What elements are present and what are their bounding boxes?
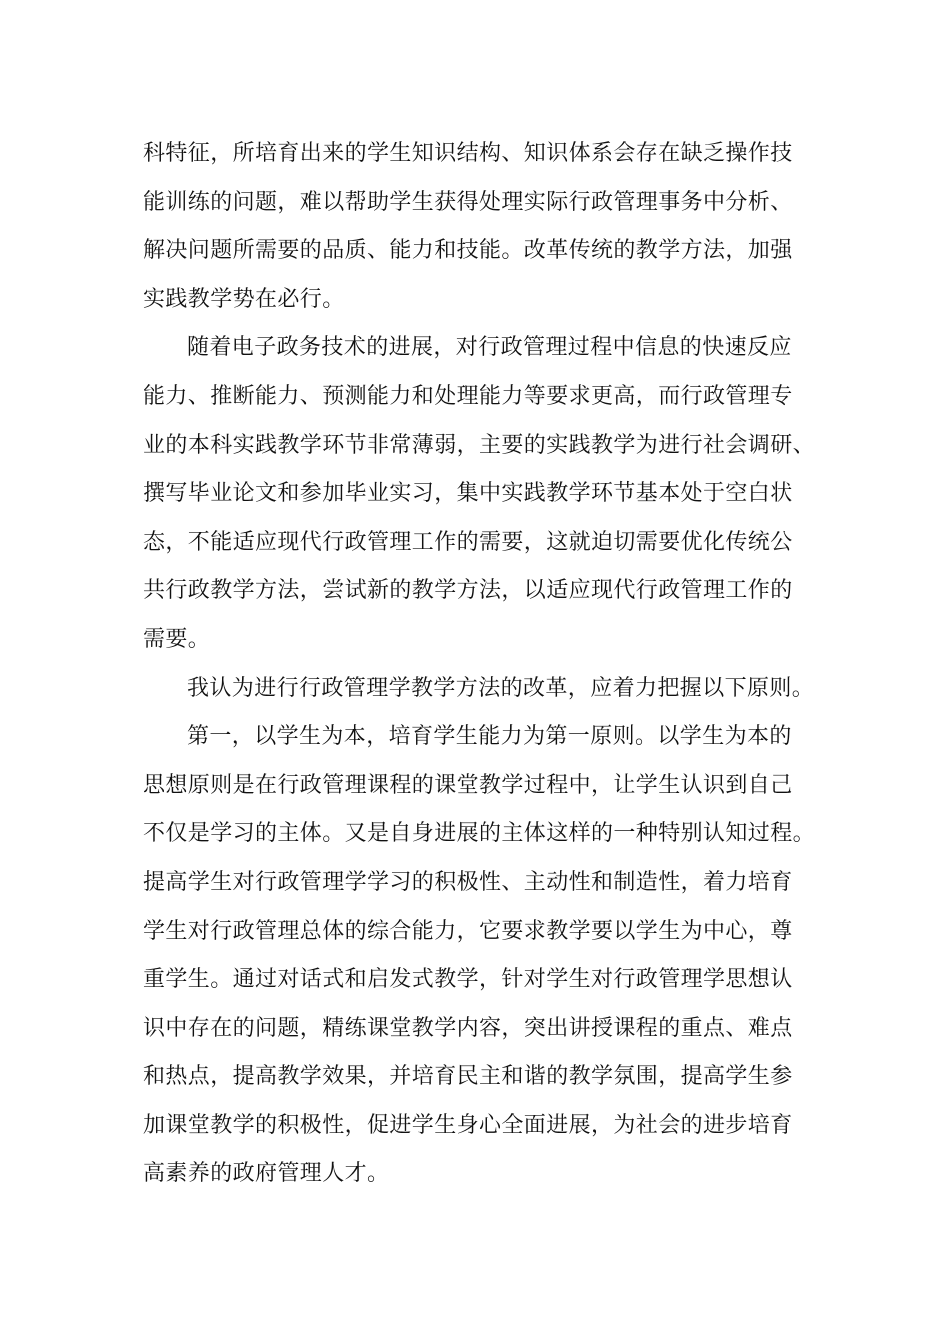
text-line: 思想原则是在行政管理课程的课堂教学过程中，让学生认识到自己 — [143, 772, 793, 798]
text-line: 我认为进行行政管理学教学方法的改革，应着力把握以下原则。 — [187, 675, 815, 701]
text-line: 撰写毕业论文和参加毕业实习，集中实践教学环节基本处于空白状 — [143, 481, 793, 507]
text-line: 共行政教学方法，尝试新的教学方法，以适应现代行政管理工作的 — [143, 578, 793, 604]
paragraph-2 — [143, 324, 823, 664]
text-line: 重学生。通过对话式和启发式教学，针对学生对行政管理学思想认 — [143, 967, 793, 993]
text-line: 学生对行政管理总体的综合能力，它要求教学要以学生为中心，尊 — [143, 918, 793, 944]
text-line: 能训练的问题，难以帮助学生获得处理实际行政管理事务中分析、 — [143, 189, 793, 215]
text-line: 不仅是学习的主体。又是自身进展的主体这样的一种特别认知过程。 — [143, 821, 816, 847]
text-line: 随着电子政务技术的进展，对行政管理过程中信息的快速反应 — [187, 335, 792, 361]
text-line: 识中存在的问题，精练课堂教学内容，突出讲授课程的重点、难点 — [143, 1015, 793, 1041]
text-line: 实践教学势在必行。 — [143, 286, 345, 312]
text-line: 解决问题所需要的品质、能力和技能。改革传统的教学方法，加强 — [143, 238, 793, 264]
text-line: 能力、推断能力、预测能力和处理能力等要求更高，而行政管理专 — [143, 383, 793, 409]
text-line: 业的本科实践教学环节非常薄弱，主要的实践教学为进行社会调研、 — [143, 432, 816, 458]
text-line: 第一，以学生为本，培育学生能力为第一原则。以学生为本的 — [187, 724, 792, 750]
text-line: 和热点，提高教学效果，并培育民主和谐的教学氛围，提高学生参 — [143, 1064, 793, 1090]
paragraph-1 — [143, 130, 823, 324]
text-line: 高素养的政府管理人才。 — [143, 1161, 390, 1187]
paragraph-3 — [143, 665, 823, 714]
text-line: 科特征，所培育出来的学生知识结构、知识体系会存在缺乏操作技 — [143, 141, 793, 166]
text-line: 加课堂教学的积极性，促进学生身心全面进展，为社会的进步培育 — [143, 1112, 793, 1138]
paragraph-4 — [143, 713, 823, 1199]
text-line: 态，不能适应现代行政管理工作的需要，这就迫切需要优化传统公 — [143, 529, 793, 555]
text-line: 需要。 — [143, 626, 211, 652]
body-text — [143, 130, 823, 1199]
text-line: 提高学生对行政管理学学习的积极性、主动性和制造性，着力培育 — [143, 869, 793, 895]
